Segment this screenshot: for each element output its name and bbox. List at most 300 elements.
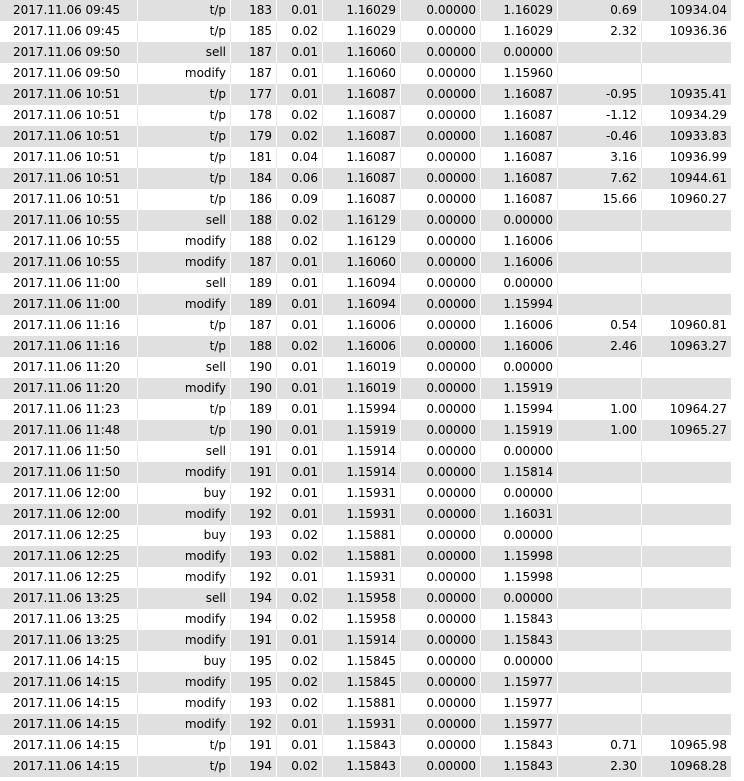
size-cell: 0.02 [277,21,323,42]
price-cell: 1.16129 [323,231,401,252]
order-cell: 194 [231,609,277,630]
price-cell: 1.15845 [323,651,401,672]
type-cell: modify [138,714,231,735]
balance-cell [642,630,731,651]
take-profit-cell: 1.16087 [481,189,558,210]
type-cell: t/p [138,84,231,105]
stop-loss-cell: 0.00000 [401,168,481,189]
time-cell: 2017.11.06 09:50 [0,42,138,63]
time-cell: 2017.11.06 14:15 [0,672,138,693]
profit-cell: 0.54 [558,315,642,336]
stop-loss-cell: 0.00000 [401,609,481,630]
take-profit-cell: 1.15977 [481,693,558,714]
type-cell: modify [138,672,231,693]
size-cell: 0.01 [277,378,323,399]
time-cell: 2017.11.06 09:45 [0,0,138,21]
stop-loss-cell: 0.00000 [401,126,481,147]
table-row[interactable] [0,231,731,252]
type-cell: modify [138,231,231,252]
take-profit-cell: 1.15998 [481,546,558,567]
order-cell: 184 [231,168,277,189]
order-cell: 189 [231,273,277,294]
type-cell: t/p [138,21,231,42]
price-cell: 1.16087 [323,84,401,105]
type-cell: buy [138,483,231,504]
size-cell: 0.01 [277,504,323,525]
take-profit-cell: 1.15977 [481,714,558,735]
type-cell: t/p [138,420,231,441]
stop-loss-cell: 0.00000 [401,651,481,672]
type-cell: t/p [138,756,231,777]
price-cell: 1.16087 [323,147,401,168]
price-cell: 1.16060 [323,42,401,63]
take-profit-cell: 1.16006 [481,336,558,357]
price-cell: 1.15843 [323,735,401,756]
time-cell: 2017.11.06 11:23 [0,399,138,420]
profit-cell: 15.66 [558,189,642,210]
price-cell: 1.15843 [323,756,401,777]
table-row[interactable] [0,336,731,357]
take-profit-cell: 1.16087 [481,168,558,189]
table-row[interactable] [0,756,731,777]
take-profit-cell: 1.15977 [481,672,558,693]
balance-cell [642,63,731,84]
price-cell: 1.16060 [323,63,401,84]
balance-cell [642,714,731,735]
type-cell: t/p [138,189,231,210]
table-row[interactable] [0,504,731,525]
take-profit-cell: 1.16006 [481,252,558,273]
order-cell: 187 [231,252,277,273]
stop-loss-cell: 0.00000 [401,210,481,231]
time-cell: 2017.11.06 14:15 [0,693,138,714]
order-cell: 179 [231,126,277,147]
time-cell: 2017.11.06 12:25 [0,546,138,567]
order-cell: 190 [231,357,277,378]
time-cell: 2017.11.06 10:51 [0,105,138,126]
balance-cell [642,567,731,588]
size-cell: 0.02 [277,105,323,126]
balance-cell [642,273,731,294]
time-cell: 2017.11.06 14:15 [0,714,138,735]
table-row[interactable] [0,126,731,147]
profit-cell [558,252,642,273]
order-cell: 195 [231,672,277,693]
balance-cell [642,504,731,525]
balance-cell: 10960.27 [669,192,727,206]
time-cell: 2017.11.06 11:16 [0,315,138,336]
stop-loss-cell: 0.00000 [401,336,481,357]
time-cell: 2017.11.06 12:25 [0,567,138,588]
size-cell: 0.01 [277,462,323,483]
order-cell: 190 [231,378,277,399]
price-cell: 1.15958 [323,588,401,609]
take-profit-cell: 1.15843 [481,609,558,630]
type-cell: modify [138,378,231,399]
price-cell: 1.15931 [323,483,401,504]
balance-cell [642,357,731,378]
profit-cell: -0.46 [558,126,642,147]
order-cell: 188 [231,336,277,357]
profit-cell: 0.71 [558,735,642,756]
profit-cell [558,693,642,714]
profit-cell [558,441,642,462]
profit-cell [558,273,642,294]
take-profit-cell: 1.16087 [481,126,558,147]
type-cell: t/p [138,0,231,21]
profit-cell [558,630,642,651]
profit-cell: 7.62 [558,168,642,189]
order-cell: 189 [231,399,277,420]
type-cell: modify [138,630,231,651]
table-row[interactable] [0,252,731,273]
order-cell: 192 [231,567,277,588]
price-cell: 1.16019 [323,378,401,399]
size-cell: 0.02 [277,588,323,609]
price-cell: 1.15919 [323,420,401,441]
price-cell: 1.15994 [323,399,401,420]
order-cell: 183 [231,0,277,21]
take-profit-cell: 1.15919 [481,378,558,399]
profit-cell [558,504,642,525]
order-cell: 191 [231,630,277,651]
balance-cell: 10965.27 [669,423,727,437]
balance-cell [642,525,731,546]
profit-cell [558,357,642,378]
profit-cell: 2.32 [558,21,642,42]
price-cell: 1.16094 [323,273,401,294]
table-row[interactable] [0,315,731,336]
stop-loss-cell: 0.00000 [401,756,481,777]
time-cell: 2017.11.06 14:15 [0,735,138,756]
profit-cell [558,42,642,63]
size-cell: 0.02 [277,651,323,672]
balance-cell [642,609,731,630]
time-cell: 2017.11.06 09:50 [0,63,138,84]
price-cell: 1.16029 [323,0,401,21]
profit-cell: 2.30 [558,756,642,777]
size-cell: 0.01 [277,441,323,462]
stop-loss-cell: 0.00000 [401,105,481,126]
stop-loss-cell: 0.00000 [401,588,481,609]
profit-cell [558,567,642,588]
take-profit-cell: 0.00000 [481,525,558,546]
price-cell: 1.15931 [323,714,401,735]
stop-loss-cell: 0.00000 [401,0,481,21]
table-row[interactable] [0,420,731,441]
stop-loss-cell: 0.00000 [401,483,481,504]
balance-cell [642,42,731,63]
balance-cell: 10933.83 [669,129,727,143]
price-cell: 1.15881 [323,693,401,714]
price-cell: 1.15914 [323,630,401,651]
balance-cell [642,588,731,609]
time-cell: 2017.11.06 11:48 [0,420,138,441]
profit-cell [558,231,642,252]
table-row[interactable] [0,189,731,210]
type-cell: buy [138,651,231,672]
price-cell: 1.16019 [323,357,401,378]
time-cell: 2017.11.06 13:25 [0,588,138,609]
table-row[interactable] [0,525,731,546]
profit-cell [558,525,642,546]
balance-cell [642,252,731,273]
order-cell: 185 [231,21,277,42]
take-profit-cell: 1.16006 [481,231,558,252]
size-cell: 0.01 [277,714,323,735]
stop-loss-cell: 0.00000 [401,546,481,567]
take-profit-cell: 1.16087 [481,84,558,105]
size-cell: 0.02 [277,525,323,546]
table-row[interactable] [0,630,731,651]
profit-cell [558,546,642,567]
balance-cell [642,672,731,693]
table-row[interactable] [0,588,731,609]
profit-cell [558,609,642,630]
price-cell: 1.16006 [323,336,401,357]
order-cell: 191 [231,735,277,756]
size-cell: 0.01 [277,63,323,84]
size-cell: 0.02 [277,546,323,567]
time-cell: 2017.11.06 11:50 [0,462,138,483]
price-cell: 1.16087 [323,126,401,147]
size-cell: 0.01 [277,84,323,105]
price-cell: 1.16094 [323,294,401,315]
type-cell: modify [138,294,231,315]
balance-cell [642,231,731,252]
time-cell: 2017.11.06 11:00 [0,273,138,294]
type-cell: modify [138,693,231,714]
balance-cell [642,462,731,483]
profit-cell [558,483,642,504]
stop-loss-cell: 0.00000 [401,504,481,525]
table-row[interactable] [0,651,731,672]
table-row[interactable] [0,168,731,189]
table-row[interactable] [0,294,731,315]
order-cell: 193 [231,525,277,546]
order-cell: 187 [231,42,277,63]
table-row[interactable] [0,441,731,462]
time-cell: 2017.11.06 10:55 [0,252,138,273]
type-cell: t/p [138,735,231,756]
type-cell: modify [138,63,231,84]
stop-loss-cell: 0.00000 [401,84,481,105]
price-cell: 1.15914 [323,441,401,462]
balance-cell: 10934.29 [669,108,727,122]
stop-loss-cell: 0.00000 [401,21,481,42]
take-profit-cell: 1.15998 [481,567,558,588]
size-cell: 0.01 [277,567,323,588]
table-row[interactable] [0,84,731,105]
take-profit-cell: 0.00000 [481,651,558,672]
profit-cell: -0.95 [558,84,642,105]
table-row[interactable] [0,546,731,567]
table-row[interactable] [0,462,731,483]
table-row[interactable] [0,210,731,231]
type-cell: t/p [138,105,231,126]
table-row[interactable] [0,609,731,630]
take-profit-cell: 1.16031 [481,504,558,525]
size-cell: 0.01 [277,357,323,378]
balance-cell: 10936.99 [669,150,727,164]
table-row[interactable] [0,21,731,42]
stop-loss-cell: 0.00000 [401,735,481,756]
order-cell: 192 [231,504,277,525]
type-cell: sell [138,210,231,231]
size-cell: 0.01 [277,252,323,273]
size-cell: 0.01 [277,399,323,420]
size-cell: 0.02 [277,336,323,357]
order-cell: 191 [231,462,277,483]
time-cell: 2017.11.06 10:55 [0,210,138,231]
size-cell: 0.01 [277,294,323,315]
balance-cell [642,210,731,231]
price-cell: 1.16129 [323,210,401,231]
profit-cell [558,714,642,735]
price-cell: 1.15881 [323,546,401,567]
table-row[interactable] [0,399,731,420]
size-cell: 0.02 [277,126,323,147]
table-row[interactable] [0,483,731,504]
stop-loss-cell: 0.00000 [401,567,481,588]
profit-cell [558,210,642,231]
price-cell: 1.16087 [323,105,401,126]
price-cell: 1.15881 [323,525,401,546]
take-profit-cell: 0.00000 [481,357,558,378]
type-cell: modify [138,504,231,525]
take-profit-cell: 0.00000 [481,483,558,504]
balance-cell: 10968.28 [669,759,727,773]
order-cell: 188 [231,210,277,231]
size-cell: 0.02 [277,672,323,693]
balance-cell [642,378,731,399]
profit-cell: 1.00 [558,420,642,441]
balance-cell [642,294,731,315]
time-cell: 2017.11.06 10:51 [0,84,138,105]
table-row[interactable] [0,357,731,378]
price-cell: 1.15958 [323,609,401,630]
order-cell: 195 [231,651,277,672]
size-cell: 0.06 [277,168,323,189]
price-cell: 1.16060 [323,252,401,273]
profit-cell: 2.46 [558,336,642,357]
table-row[interactable] [0,42,731,63]
stop-loss-cell: 0.00000 [401,231,481,252]
size-cell: 0.02 [277,609,323,630]
size-cell: 0.09 [277,189,323,210]
profit-cell [558,378,642,399]
price-cell: 1.16087 [323,189,401,210]
size-cell: 0.01 [277,42,323,63]
profit-cell: 3.16 [558,147,642,168]
balance-cell [642,651,731,672]
profit-cell: 1.00 [558,399,642,420]
type-cell: t/p [138,336,231,357]
type-cell: t/p [138,126,231,147]
stop-loss-cell: 0.00000 [401,294,481,315]
order-cell: 178 [231,105,277,126]
time-cell: 2017.11.06 10:51 [0,189,138,210]
take-profit-cell: 0.00000 [481,42,558,63]
stop-loss-cell: 0.00000 [401,189,481,210]
table-row[interactable] [0,147,731,168]
time-cell: 2017.11.06 12:25 [0,525,138,546]
balance-cell: 10965.98 [669,738,727,752]
size-cell: 0.02 [277,231,323,252]
profit-cell: -1.12 [558,105,642,126]
price-cell: 1.15931 [323,567,401,588]
order-cell: 194 [231,588,277,609]
size-cell: 0.01 [277,315,323,336]
stop-loss-cell: 0.00000 [401,63,481,84]
price-cell: 1.15845 [323,672,401,693]
stop-loss-cell: 0.00000 [401,462,481,483]
take-profit-cell: 0.00000 [481,210,558,231]
order-cell: 186 [231,189,277,210]
take-profit-cell: 0.00000 [481,441,558,462]
type-cell: modify [138,609,231,630]
stop-loss-cell: 0.00000 [401,630,481,651]
stop-loss-cell: 0.00000 [401,714,481,735]
time-cell: 2017.11.06 10:55 [0,231,138,252]
table-row[interactable] [0,567,731,588]
table-row[interactable] [0,378,731,399]
price-cell: 1.16087 [323,168,401,189]
stop-loss-cell: 0.00000 [401,525,481,546]
type-cell: t/p [138,399,231,420]
time-cell: 2017.11.06 12:00 [0,504,138,525]
order-cell: 193 [231,546,277,567]
table-row[interactable] [0,735,731,756]
table-row[interactable] [0,714,731,735]
table-row[interactable] [0,693,731,714]
table-row[interactable] [0,672,731,693]
profit-cell: 0.69 [558,0,642,21]
table-row[interactable] [0,63,731,84]
price-cell: 1.16029 [323,21,401,42]
profit-cell [558,294,642,315]
take-profit-cell: 1.15994 [481,294,558,315]
type-cell: sell [138,273,231,294]
stop-loss-cell: 0.00000 [401,357,481,378]
stop-loss-cell: 0.00000 [401,378,481,399]
take-profit-cell: 1.15960 [481,63,558,84]
time-cell: 2017.11.06 13:25 [0,630,138,651]
type-cell: sell [138,42,231,63]
type-cell: t/p [138,315,231,336]
type-cell: modify [138,546,231,567]
time-cell: 2017.11.06 12:00 [0,483,138,504]
order-cell: 187 [231,315,277,336]
size-cell: 0.02 [277,210,323,231]
balance-cell: 10944.61 [669,171,727,185]
take-profit-cell: 1.16087 [481,147,558,168]
take-profit-cell: 1.16006 [481,315,558,336]
profit-cell [558,462,642,483]
table-row[interactable] [0,0,731,21]
type-cell: modify [138,462,231,483]
take-profit-cell: 1.15843 [481,756,558,777]
table-row[interactable] [0,273,731,294]
time-cell: 2017.11.06 10:51 [0,126,138,147]
price-cell: 1.15914 [323,462,401,483]
time-cell: 2017.11.06 11:50 [0,441,138,462]
balance-cell: 10936.36 [669,24,727,38]
time-cell: 2017.11.06 14:15 [0,651,138,672]
balance-cell: 10935.41 [669,87,727,101]
order-cell: 194 [231,756,277,777]
table-row[interactable] [0,105,731,126]
